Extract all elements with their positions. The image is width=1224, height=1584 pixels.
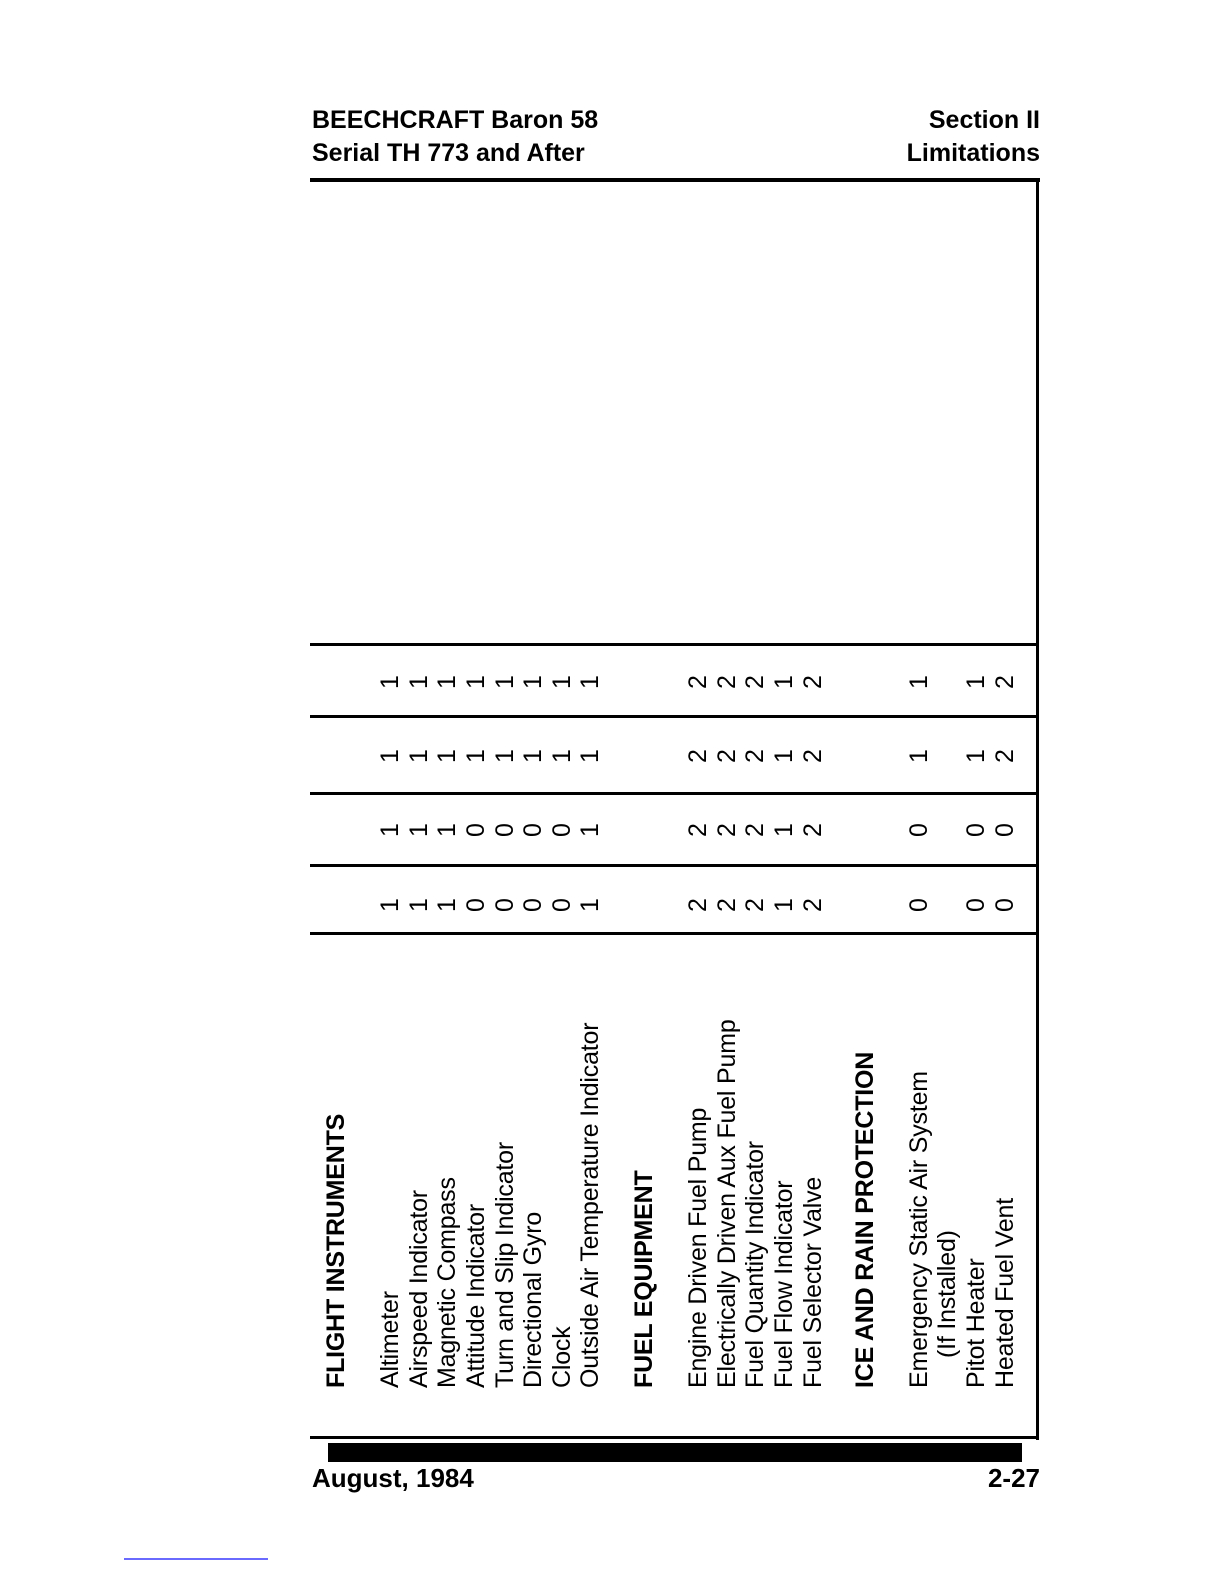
equipment-row: [433, 183, 462, 1440]
required-quantity-col-4: 1: [548, 675, 576, 689]
equipment-row: [519, 183, 548, 1440]
required-quantity-col-3: 1: [491, 749, 519, 763]
equipment-name: Directional Gyro: [519, 1211, 547, 1388]
equipment-row: [799, 183, 828, 1440]
required-quantity-col-2: 1: [770, 823, 798, 837]
required-quantity-col-4: 1: [433, 675, 461, 689]
required-quantity-col-1: 0: [962, 898, 990, 912]
required-quantity-col-2: [851, 810, 880, 850]
required-quantity-col-3: 1: [576, 749, 604, 763]
equipment-table-rotated: [310, 183, 1036, 1440]
equipment-name: Altimeter: [376, 1291, 404, 1388]
equipment-name: Heated Fuel Vent: [991, 1198, 1019, 1388]
equipment-row: [741, 183, 770, 1440]
required-quantity-col-2: 0: [519, 823, 547, 837]
required-quantity-col-1: [851, 885, 880, 925]
required-quantity-col-2: 2: [799, 823, 827, 837]
equipment-name: Magnetic Compass: [433, 1177, 461, 1388]
required-quantity-col-2: 1: [433, 823, 461, 837]
blue-scan-line: [124, 1558, 268, 1560]
required-quantity-col-4: 1: [962, 675, 990, 689]
required-quantity-col-4: 1: [491, 675, 519, 689]
required-quantity-col-4: [933, 662, 962, 702]
required-quantity-col-3: [851, 736, 880, 776]
required-quantity-col-4: 1: [376, 675, 404, 689]
required-quantity-col-3: 1: [770, 749, 798, 763]
required-quantity-col-1: [630, 885, 659, 925]
equipment-name: Engine Driven Fuel Pump: [684, 1107, 712, 1388]
required-quantity-col-4: [851, 662, 880, 702]
required-quantity-col-1: 1: [376, 898, 404, 912]
equipment-row: [962, 183, 991, 1440]
section-number: Section II: [928, 106, 1040, 134]
equipment-name: Fuel Quantity Indicator: [741, 1141, 769, 1388]
required-quantity-col-3: [322, 736, 351, 776]
required-quantity-col-4: 2: [799, 675, 827, 689]
required-quantity-col-2: 2: [684, 823, 712, 837]
required-quantity-col-2: [322, 810, 351, 850]
section-title: Limitations: [906, 139, 1040, 167]
required-quantity-col-2: 0: [548, 823, 576, 837]
required-quantity-col-3: 1: [962, 749, 990, 763]
equipment-name: Outside Air Temperature Indicator: [576, 1022, 604, 1388]
equipment-row: [713, 183, 742, 1440]
equipment-name: Electrically Driven Aux Fuel Pump: [713, 1019, 741, 1388]
required-quantity-col-2: 0: [491, 823, 519, 837]
required-quantity-col-3: 1: [548, 749, 576, 763]
required-quantity-col-4: 1: [519, 675, 547, 689]
required-quantity-col-3: 1: [376, 749, 404, 763]
required-quantity-col-3: 1: [462, 749, 490, 763]
footer-date: August, 1984: [312, 1463, 474, 1493]
page-number: 2-27: [987, 1463, 1040, 1493]
required-quantity-col-2: 2: [713, 823, 741, 837]
required-quantity-col-4: 2: [713, 675, 741, 689]
required-quantity-col-4: [630, 662, 659, 702]
required-quantity-col-4: [322, 662, 351, 702]
required-quantity-col-1: 2: [799, 898, 827, 912]
equipment-row: [933, 183, 962, 1440]
required-quantity-col-4: 2: [991, 675, 1019, 689]
equipment-row: [991, 183, 1020, 1440]
required-quantity-col-3: 1: [433, 749, 461, 763]
required-quantity-col-1: 2: [684, 898, 712, 912]
equipment-name: Emergency Static Air System: [905, 1071, 933, 1388]
required-quantity-col-4: 1: [405, 675, 433, 689]
section-heading-row: [322, 183, 351, 1440]
required-quantity-col-1: 0: [548, 898, 576, 912]
required-quantity-col-4: 1: [770, 675, 798, 689]
equipment-row: [576, 183, 605, 1440]
required-quantity-col-2: [630, 810, 659, 850]
required-quantity-col-1: 0: [905, 898, 933, 912]
required-quantity-col-3: [630, 736, 659, 776]
required-quantity-col-1: 0: [519, 898, 547, 912]
section-heading: ICE AND RAIN PROTECTION: [851, 1051, 879, 1388]
section-heading-row: [630, 183, 659, 1440]
section-heading-row: [851, 183, 880, 1440]
serial-range: Serial TH 773 and After: [312, 139, 585, 167]
required-quantity-col-1: 0: [991, 898, 1019, 912]
required-quantity-col-1: 0: [491, 898, 519, 912]
required-quantity-col-2: 1: [405, 823, 433, 837]
required-quantity-col-2: 1: [576, 823, 604, 837]
equipment-row: [405, 183, 434, 1440]
equipment-name: Pitot Heater: [962, 1258, 990, 1388]
required-quantity-col-2: 0: [991, 823, 1019, 837]
required-quantity-col-3: [933, 736, 962, 776]
equipment-row: [491, 183, 520, 1440]
required-quantity-col-3: 1: [405, 749, 433, 763]
footer-bar: [328, 1443, 1022, 1462]
required-quantity-col-2: 0: [905, 823, 933, 837]
required-quantity-col-2: [933, 810, 962, 850]
document-header-left: [312, 104, 598, 170]
required-quantity-col-4: 2: [684, 675, 712, 689]
required-quantity-col-1: [933, 885, 962, 925]
required-quantity-col-4: 2: [741, 675, 769, 689]
aircraft-model: BEECHCRAFT Baron 58: [312, 106, 599, 134]
equipment-name: (If Installed): [933, 1230, 961, 1358]
equipment-row: [770, 183, 799, 1440]
required-quantity-col-1: 1: [433, 898, 461, 912]
required-quantity-col-3: 2: [684, 749, 712, 763]
required-quantity-col-2: 0: [462, 823, 490, 837]
required-quantity-col-2: 2: [741, 823, 769, 837]
required-quantity-col-4: 1: [576, 675, 604, 689]
equipment-row: [905, 183, 934, 1440]
equipment-name: Airspeed Indicator: [405, 1190, 433, 1388]
section-heading: FUEL EQUIPMENT: [630, 1170, 658, 1388]
table-right-border: [1036, 178, 1039, 1440]
required-quantity-col-3: 2: [799, 749, 827, 763]
equipment-row: [548, 183, 577, 1440]
required-quantity-col-2: 0: [962, 823, 990, 837]
equipment-row: [462, 183, 491, 1440]
equipment-row: [684, 183, 713, 1440]
required-quantity-col-3: 1: [905, 749, 933, 763]
required-quantity-col-1: 0: [462, 898, 490, 912]
equipment-name: Turn and Slip Indicator: [491, 1142, 519, 1388]
required-quantity-col-2: 1: [376, 823, 404, 837]
required-quantity-col-4: 1: [462, 675, 490, 689]
required-quantity-col-3: 1: [519, 749, 547, 763]
required-quantity-col-1: 1: [770, 898, 798, 912]
equipment-name: Fuel Selector Valve: [799, 1176, 827, 1388]
equipment-name: Attitude Indicator: [462, 1203, 490, 1388]
equipment-name: Fuel Flow Indicator: [770, 1180, 798, 1388]
required-quantity-col-3: 2: [713, 749, 741, 763]
document-header-right: [907, 104, 1040, 170]
equipment-name: Clock: [548, 1326, 576, 1388]
required-quantity-col-4: 1: [905, 675, 933, 689]
top-rule: [310, 178, 1040, 182]
section-heading: FLIGHT INSTRUMENTS: [322, 1113, 350, 1388]
required-quantity-col-3: 2: [741, 749, 769, 763]
required-quantity-col-3: 2: [991, 749, 1019, 763]
required-quantity-col-1: 2: [713, 898, 741, 912]
equipment-row: [376, 183, 405, 1440]
required-quantity-col-1: 2: [741, 898, 769, 912]
required-quantity-col-1: 1: [576, 898, 604, 912]
required-quantity-col-1: [322, 885, 351, 925]
required-quantity-col-1: 1: [405, 898, 433, 912]
